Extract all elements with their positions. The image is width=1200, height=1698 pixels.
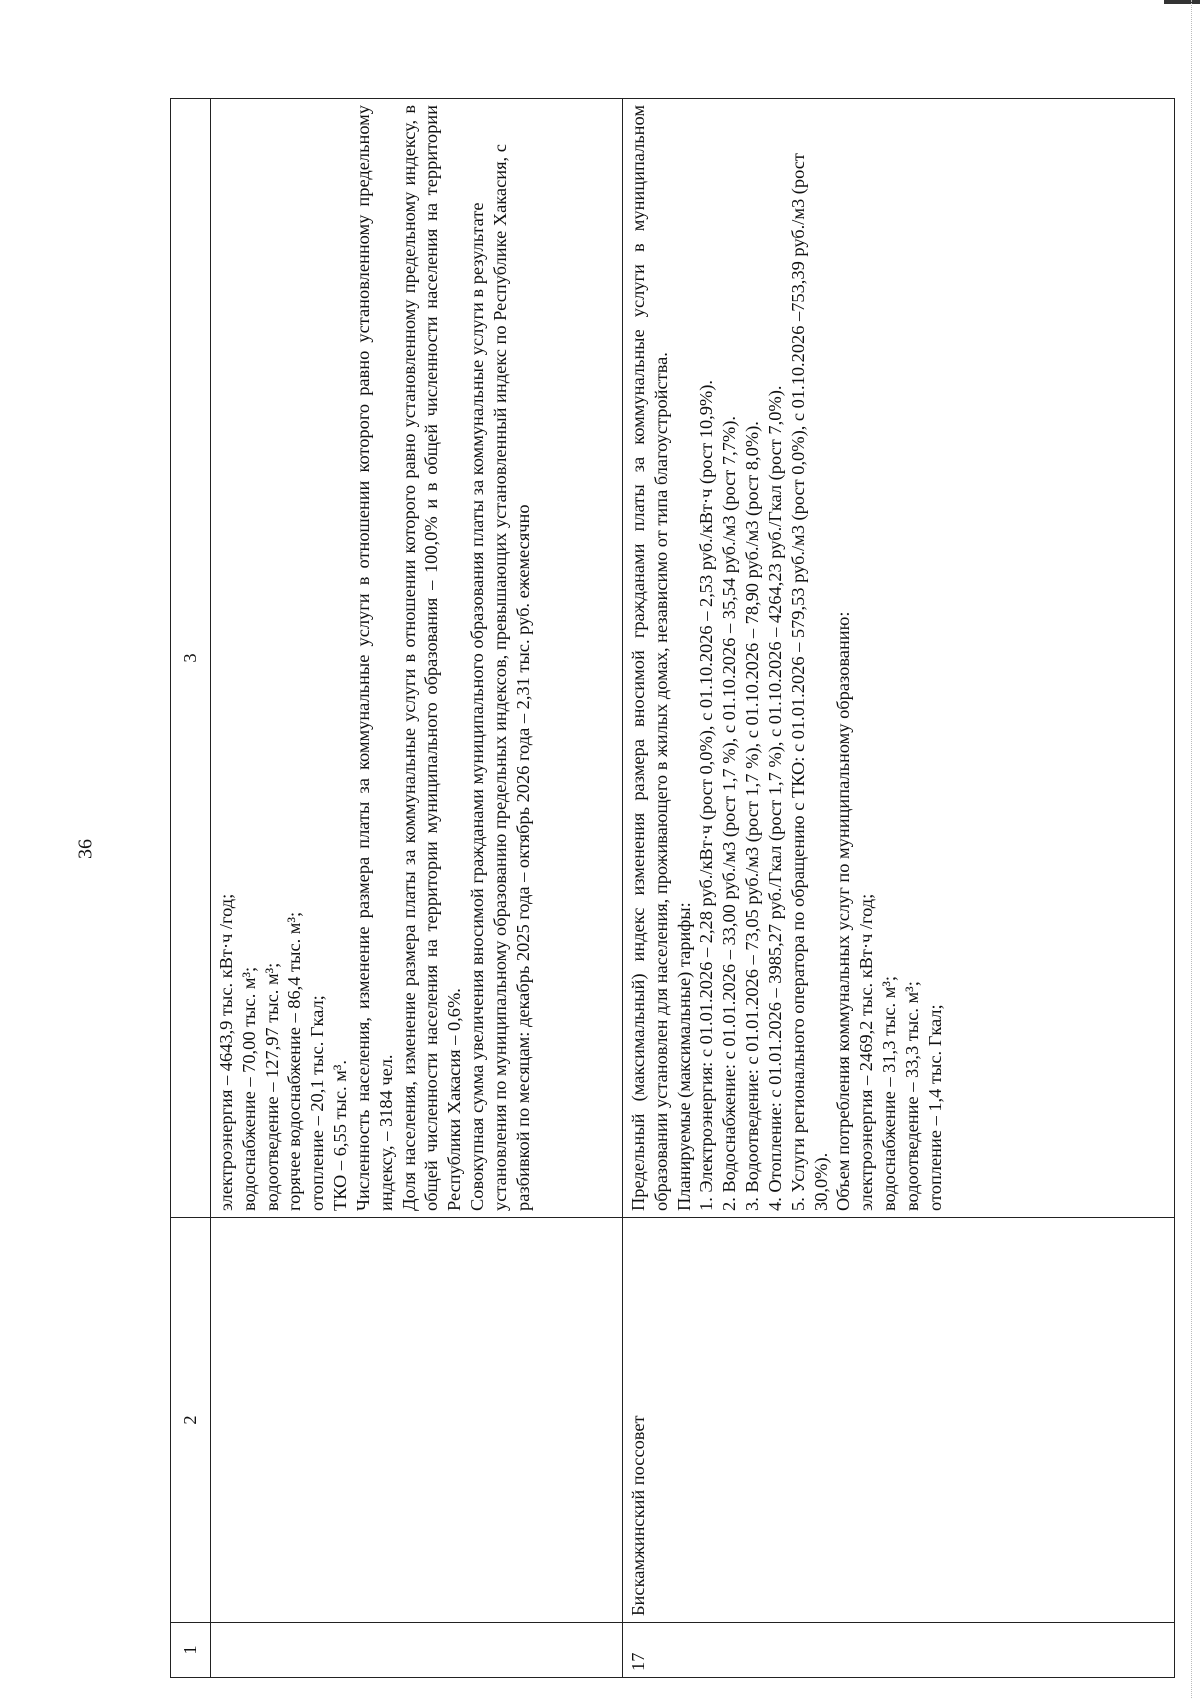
volume-line: водоснабжение – 31,3 тыс. м³; — [878, 976, 899, 1211]
population-paragraph: Численность населения, изменение размера платы за коммунальные услуги в отношении которого равно установленному предельному индексу, – 3184 чел. — [352, 105, 396, 1211]
page-number: 36 — [74, 839, 97, 859]
tariff-item: 2. Водоснабжение: с 01.01.2026 – 33,00 руб./м3 (рост 1,7 %), с 01.10.2026 – 35,54 руб./м3 (рост 7,7%). — [719, 416, 740, 1211]
index-intro-paragraph: Предельный (максимальный) индекс изменения размера вносимой гражданами платы за коммунальные услуги в муниципальном образовании установлен для населения, проживающего в жилых домах, независимо от типа благоустройства. — [628, 105, 671, 1211]
scan-edge — [1191, 0, 1200, 1698]
tariff-item: 3. Водоотведение: с 01.01.2026 – 73,05 руб./м3 (рост 1,7 %), с 01.10.2026 – 78,90 руб./м3 (рост 8,0%). — [742, 421, 763, 1211]
tariffs-heading: Планируемые (максимальные) тарифы: — [673, 902, 694, 1211]
header-col-3: 3 — [171, 99, 211, 1218]
tariff-item: 1. Электроэнергия: с 01.01.2026 – 2,28 руб./кВт·ч (рост 0,0%), с 01.10.2026 – 2,53 руб./кВт·ч (рост 10,9%). — [696, 380, 717, 1211]
continuation-name-cell — [211, 1218, 623, 1623]
increase-sum-paragraph: Совокупная сумма увеличения вносимой гражданами муниципального образования платы за коммунальные услуги в результате установления по муниципальному образованию предельных индексов, превышающих установленный индекс по Республике Хакасия, с разбивкой по месяцам: декабрь 2025 года – октябрь 2026 года – 2,31 тыс. руб. ежемесячно — [466, 144, 533, 1211]
table-row-continuation — [211, 99, 623, 1678]
continuation-number-cell — [211, 1623, 623, 1678]
volume-line: горячее водоснабжение – 86,4 тыс. м³; — [284, 911, 305, 1211]
volume-line: электроэнергия – 2469,2 тыс. кВт·ч /год; — [856, 893, 877, 1211]
volume-line: электроэнергия – 4643,9 тыс. кВт·ч /год; — [216, 893, 236, 1211]
tariff-item: 4. Отопление: с 01.01.2026 – 3985,27 руб./Гкал (рост 1,7 %), с 01.10.2026 – 4264,23 руб./Гкал (рост 7,0%). — [764, 385, 785, 1211]
volume-heading: Объем потребления коммунальных услуг по муниципальному образованию: — [833, 611, 854, 1211]
tariff-item: 5. Услуги регионального оператора по обращению с ТКО: с 01.01.2026 – 579,53 руб./м3 (рост 0,0%), с 01.10.2026 –753,39 руб./м3 (рост 30,0%). — [787, 153, 831, 1211]
continuation-content-cell — [211, 99, 623, 1218]
volume-line: отопление – 20,1 тыс. Гкал; — [307, 995, 328, 1211]
table-row-17 — [623, 99, 1175, 1678]
row-17-content-cell — [623, 99, 1175, 1218]
volume-line: водоотведение – 127,97 тыс. м³; — [261, 962, 282, 1211]
volume-line: отопление – 1,4 тыс. Гкал; — [924, 1004, 945, 1211]
volume-line: ТКО – 6,55 тыс. м³. — [330, 1060, 351, 1211]
table-header-row — [171, 99, 211, 1678]
municipality-name-cell: Бискамжинский поссовет — [623, 1218, 1175, 1623]
volume-line: водоснабжение – 70,00 тыс. м³; — [238, 966, 259, 1211]
header-col-2: 2 — [171, 1218, 211, 1623]
row-number-cell: 17 — [623, 1623, 1175, 1678]
population-share-paragraph: Доля населения, изменение размера платы за коммунальные услуги в отношении которого равно установленному предельному индексу, в общей численности населения на территории муниципального образования – 100,0% и в общей численности населения на территории Республики Хакасия – 0,6%. — [398, 105, 465, 1211]
tariff-table — [170, 98, 1175, 1678]
volume-line: водоотведение – 33,3 тыс. м³; — [901, 981, 922, 1211]
rotated-table-container — [170, 98, 1175, 1678]
header-col-1: 1 — [171, 1623, 211, 1678]
